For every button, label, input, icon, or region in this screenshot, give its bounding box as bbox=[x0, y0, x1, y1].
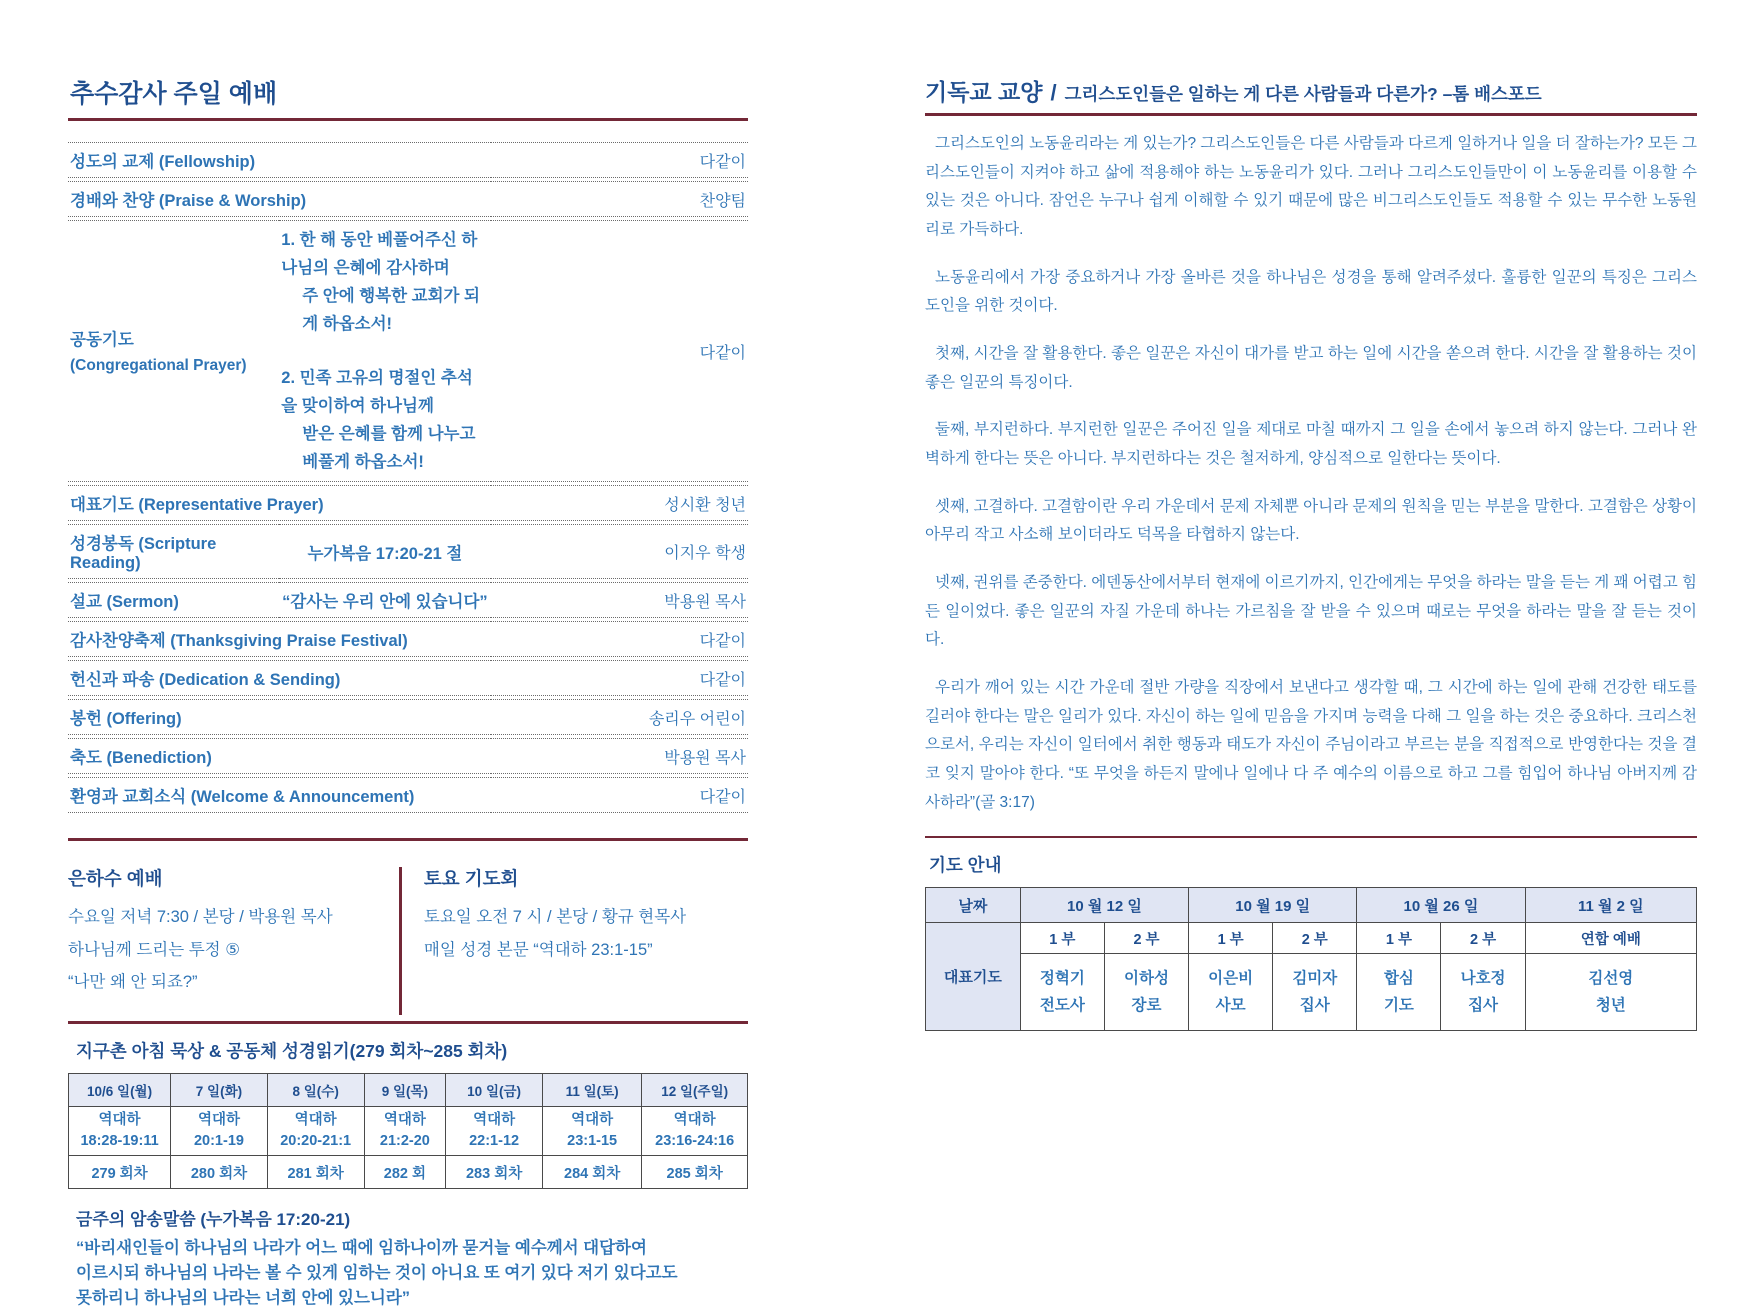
day-header: 12 일(주일) bbox=[642, 1074, 748, 1107]
prayer-leader bbox=[1525, 954, 1696, 1031]
leader-name: 이은비 bbox=[1208, 969, 1254, 987]
prayer-leader bbox=[1104, 954, 1188, 1031]
section-divider bbox=[68, 1021, 748, 1024]
passage-range: 23:1-15 bbox=[567, 1133, 618, 1150]
session-number: 281 회차 bbox=[267, 1156, 364, 1189]
prayer-item bbox=[281, 364, 488, 476]
part-label: 1 부 bbox=[1357, 923, 1441, 954]
section-line: “나만 왜 안 되죠?” bbox=[68, 972, 198, 991]
table-row bbox=[68, 699, 748, 735]
service-item-performer: 다같이 bbox=[491, 220, 748, 482]
table-row bbox=[68, 738, 748, 774]
leader-role: 청년 bbox=[1595, 997, 1626, 1015]
day-header: 10/6 일(월) bbox=[69, 1074, 171, 1107]
passage-range: 20:20-21:1 bbox=[280, 1133, 352, 1150]
spacer bbox=[281, 338, 488, 364]
service-item-label bbox=[68, 220, 279, 482]
service-item-label: 성도의 교제 (Fellowship) bbox=[68, 142, 491, 178]
memory-verse-line: “바리새인들이 하나님의 나라가 어느 때에 임하나이까 묻거늘 예수께서 대답하여 bbox=[76, 1239, 647, 1258]
date-header: 10 월 12 일 bbox=[1020, 888, 1188, 923]
passage-book: 역대하 bbox=[673, 1112, 716, 1129]
passage-range: 21:2-20 bbox=[379, 1133, 430, 1150]
table-row bbox=[68, 142, 748, 178]
prayer-guide-title: 기도 안내 bbox=[929, 855, 1002, 876]
section-line: 토요일 오전 7 시 / 본당 / 황규 현목사 bbox=[423, 908, 687, 927]
prayer-leader bbox=[1441, 954, 1525, 1031]
part-label: 1 부 bbox=[1020, 923, 1104, 954]
article-paragraph: 노동윤리에서 가장 중요하거나 가장 올바른 것을 하나님은 성경을 통해 알려주셨다. 훌륭한 일꾼의 특징은 그리스도인을 위한 것이다. bbox=[925, 268, 1697, 315]
service-item-performer: 박용원 목사 bbox=[491, 738, 748, 774]
prayer-leader bbox=[1189, 954, 1273, 1031]
article-paragraph: 우리가 깨어 있는 시간 가운데 절반 가량을 직장에서 보낸다고 생각할 때, 그 시간에 하는 일에 관해 건강한 태도를 길러야 한다는 말은 일리가 있다. 자신이 하는 일에 믿음을 가지며 능력을 다해 그 일을 하는 것은 중요하다. 크리스천으로서, 우리는 자신이 일터에서 취한 행동과 태도가 자신이 주님이라고 부르는 분을 직접적으로 반영한다는 것을 결코 잊지 말아야 한다. “또 무엇을 하든지 말에나 일에나 다 주 예수의 이름으로 하고 그를 힘입어 하나님 아버지께 감사하라”(골 3:17) bbox=[925, 679, 1697, 811]
article-paragraph: 넷째, 권위를 존중한다. 에덴동산에서부터 현재에 이르기까지, 인간에게는 무엇을 하라는 말을 듣는 게 꽤 어렵고 힘든 일이었다. 좋은 일꾼의 자질 가운데 하나는 가르침을 잘 받을 수 있으며 때로는 무엇을 하라는 말을 잘 듣는 것이다. bbox=[925, 574, 1697, 649]
table-row bbox=[68, 660, 748, 696]
leader-role: 장로 bbox=[1131, 997, 1162, 1015]
bible-reading-table bbox=[68, 1073, 748, 1189]
table-row-congregational-prayer bbox=[68, 220, 748, 482]
passage-book: 역대하 bbox=[473, 1112, 516, 1129]
part-label: 2 부 bbox=[1273, 923, 1357, 954]
service-item-detail: “감사는 우리 안에 있습니다” bbox=[279, 582, 490, 618]
service-item-performer: 성시환 청년 bbox=[491, 485, 748, 521]
memory-verse-title: 금주의 암송말씀 (누가복음 17:20-21) bbox=[76, 1210, 351, 1230]
passage-book: 역대하 bbox=[294, 1112, 337, 1129]
prayer-item bbox=[281, 226, 488, 338]
leader-role: 전도사 bbox=[1039, 997, 1085, 1015]
worship-order-table bbox=[68, 139, 748, 816]
midweek-sections bbox=[68, 857, 748, 1015]
service-item-detail: 누가복음 17:20-21 절 bbox=[279, 524, 490, 579]
congregational-label-en: (Congregational Prayer) bbox=[70, 356, 247, 374]
day-header: 10 일(금) bbox=[446, 1074, 543, 1107]
prayer-line: 받은 은혜를 함께 나누고 베풀게 하옵소서! bbox=[302, 425, 476, 472]
service-item-label: 감사찬양축제 (Thanksgiving Praise Festival) bbox=[68, 621, 491, 657]
prayer-guide-table bbox=[925, 887, 1697, 1031]
article-title: 그리스도인들은 일하는 게 다른 사람들과 다른가? –톰 배스포드 bbox=[1064, 84, 1542, 104]
date-column-header: 날짜 bbox=[926, 888, 1021, 923]
passage-book: 역대하 bbox=[383, 1112, 426, 1129]
leader-role: 기도 bbox=[1383, 997, 1414, 1015]
day-header: 11 일(토) bbox=[542, 1074, 641, 1107]
page-title: 추수감사 주일 예배 bbox=[70, 80, 278, 108]
table-row bbox=[68, 582, 748, 618]
session-number: 285 회차 bbox=[642, 1156, 748, 1189]
day-header: 9 일(목) bbox=[364, 1074, 446, 1107]
prayer-line: 2. 민족 고유의 명절인 추석을 맞이하여 하나님께 bbox=[281, 369, 473, 416]
article-paragraph: 그리스도인의 노동윤리라는 게 있는가? 그리스도인들은 다른 사람들과 다르게 일하거나 일을 더 잘하는가? 모든 그리스도인들이 지켜야 하고 삶에 적용해야 하는 노동윤리가 있다. 그러나 그리스도인들만이 이 노동윤리를 이용할 수 있는 것은 아니다. 잠언은 누구나 쉽게 이해할 수 있기 때문에 많은 비그리스도인들도 적용할 수 있는 무수한 노동원리로 가득하다. bbox=[925, 135, 1697, 239]
service-item-performer: 이지우 학생 bbox=[491, 524, 748, 579]
right-column bbox=[925, 74, 1697, 1031]
memory-verse-line: 이르시되 하나님의 나라는 볼 수 있게 임하는 것이 아니요 또 여기 있다 저기 있다고도 bbox=[76, 1264, 678, 1283]
article-paragraph: 둘째, 부지런하다. 부지런한 일꾼은 주어진 일을 제대로 마칠 때까지 그 일을 손에서 놓으려 하지 않는다. 그러나 완벽하게 한다는 뜻은 아니다. 부지런하다는 것은 철저하게, 양심적으로 일한다는 뜻이다. bbox=[925, 421, 1697, 468]
congregational-label-ko: 공동기도 bbox=[70, 330, 134, 349]
article-header bbox=[925, 74, 1697, 107]
article-paragraph: 셋째, 고결하다. 고결함이란 우리 가운데서 문제 자체뿐 아니라 문제의 원칙을 믿는 부분을 말한다. 고결함은 상황이 아무리 작고 사소해 보이더라도 덕목을 타협하지 않는다. bbox=[925, 497, 1697, 544]
passage-book: 역대하 bbox=[98, 1112, 141, 1129]
service-item-label: 환영과 교회소식 (Welcome & Announcement) bbox=[68, 777, 491, 813]
service-item-label: 경배와 찬양 (Praise & Worship) bbox=[68, 181, 491, 217]
table-row bbox=[68, 524, 748, 579]
passage-range: 18:28-19:11 bbox=[80, 1133, 159, 1150]
passage-cell bbox=[267, 1107, 364, 1156]
article-category: 기독교 교양 bbox=[925, 79, 1043, 105]
leader-name: 김미자 bbox=[1292, 969, 1338, 987]
table-row bbox=[69, 1156, 748, 1189]
service-item-label: 축도 (Benediction) bbox=[68, 738, 491, 774]
part-label: 2 부 bbox=[1441, 923, 1525, 954]
prayer-leader bbox=[1357, 954, 1441, 1031]
leader-role: 집사 bbox=[1468, 997, 1499, 1015]
session-number: 283 회차 bbox=[446, 1156, 543, 1189]
day-header: 8 일(수) bbox=[267, 1074, 364, 1107]
article-paragraph: 첫째, 시간을 잘 활용한다. 좋은 일꾼은 자신이 대가를 받고 하는 일에 시간을 쏟으려 한다. 시간을 잘 활용하는 것이 좋은 일꾼의 특징이다. bbox=[925, 345, 1697, 391]
title-underline bbox=[68, 118, 748, 121]
table-row bbox=[68, 621, 748, 657]
passage-cell bbox=[642, 1107, 748, 1156]
leader-name: 합심 bbox=[1383, 969, 1414, 987]
date-header: 10 월 19 일 bbox=[1189, 888, 1357, 923]
section-title: 토요 기도회 bbox=[423, 868, 519, 890]
article-separator: / bbox=[1050, 80, 1057, 105]
passage-range: 20:1-19 bbox=[193, 1133, 244, 1150]
section-divider bbox=[68, 838, 748, 841]
prayer-line: 주 안에 행복한 교회가 되게 하옵소서! bbox=[302, 287, 480, 334]
prayer-leader bbox=[1020, 954, 1104, 1031]
table-row bbox=[926, 954, 1697, 1031]
table-row bbox=[926, 923, 1697, 954]
passage-book: 역대하 bbox=[197, 1112, 240, 1129]
leader-name: 나호정 bbox=[1460, 969, 1506, 987]
day-header: 7 일(화) bbox=[171, 1074, 268, 1107]
leader-role: 사모 bbox=[1215, 997, 1246, 1015]
prayer-line: 1. 한 해 동안 베풀어주신 하나님의 은혜에 감사하며 bbox=[281, 231, 478, 278]
date-header: 11 월 2 일 bbox=[1525, 888, 1696, 923]
service-item-performer: 찬양팀 bbox=[491, 181, 748, 217]
table-row bbox=[68, 181, 748, 217]
leader-name: 정혁기 bbox=[1039, 969, 1085, 987]
passage-cell bbox=[171, 1107, 268, 1156]
leader-name: 이하성 bbox=[1124, 969, 1169, 987]
service-item-performer: 다같이 bbox=[491, 621, 748, 657]
table-header-row bbox=[926, 888, 1697, 923]
section-line: 하나님께 드리는 투정 ⑤ bbox=[68, 940, 240, 959]
article-underline bbox=[925, 113, 1697, 116]
passage-cell bbox=[446, 1107, 543, 1156]
part-label: 2 부 bbox=[1104, 923, 1188, 954]
service-item-label: 대표기도 (Representative Prayer) bbox=[68, 485, 491, 521]
service-item-performer: 송리우 어린이 bbox=[491, 699, 748, 735]
saturday-prayer-section bbox=[402, 857, 748, 965]
passage-range: 22:1-12 bbox=[469, 1133, 520, 1150]
session-number: 279 회차 bbox=[69, 1156, 171, 1189]
service-item-performer: 박용원 목사 bbox=[491, 582, 748, 618]
passage-range: 23:16-24:16 bbox=[655, 1133, 735, 1150]
leader-name: 김선영 bbox=[1588, 969, 1634, 987]
service-item-label: 설교 (Sermon) bbox=[68, 582, 279, 618]
table-row bbox=[68, 485, 748, 521]
passage-cell bbox=[364, 1107, 446, 1156]
table-row bbox=[69, 1107, 748, 1156]
galaxy-service-section bbox=[68, 857, 399, 998]
part-label: 연합 예배 bbox=[1525, 923, 1696, 954]
service-item-label: 봉헌 (Offering) bbox=[68, 699, 491, 735]
service-item-label: 헌신과 파송 (Dedication & Sending) bbox=[68, 660, 491, 696]
passage-book: 역대하 bbox=[571, 1112, 614, 1129]
left-column bbox=[68, 74, 748, 1311]
section-divider bbox=[925, 836, 1697, 838]
passage-cell bbox=[69, 1107, 171, 1156]
service-item-performer: 다같이 bbox=[491, 777, 748, 813]
row-label: 대표기도 bbox=[926, 923, 1021, 1031]
section-line: 수요일 저녁 7:30 / 본당 / 박용원 목사 bbox=[68, 908, 333, 927]
prayer-leader bbox=[1273, 954, 1357, 1031]
date-header: 10 월 26 일 bbox=[1357, 888, 1525, 923]
leader-role: 집사 bbox=[1299, 997, 1330, 1015]
section-title: 은하수 예배 bbox=[68, 868, 163, 890]
part-label: 1 부 bbox=[1189, 923, 1273, 954]
section-line: 매일 성경 본문 “역대하 23:1-15” bbox=[423, 940, 653, 959]
bible-reading-title: 지구촌 아침 묵상 & 공동체 성경읽기(279 회차~285 회차) bbox=[76, 1041, 508, 1062]
table-row bbox=[68, 777, 748, 813]
session-number: 282 회 bbox=[364, 1156, 446, 1189]
service-item-performer: 다같이 bbox=[491, 142, 748, 178]
session-number: 284 회차 bbox=[542, 1156, 641, 1189]
session-number: 280 회차 bbox=[171, 1156, 268, 1189]
service-item-performer: 다같이 bbox=[491, 660, 748, 696]
service-item-label: 성경봉독 (Scripture Reading) bbox=[68, 524, 279, 579]
memory-verse-line: 못하리니 하나님의 나라는 너희 안에 있느니라” bbox=[76, 1288, 411, 1307]
congregational-prayer-texts bbox=[279, 220, 490, 482]
passage-cell bbox=[542, 1107, 641, 1156]
table-header-row bbox=[69, 1074, 748, 1107]
